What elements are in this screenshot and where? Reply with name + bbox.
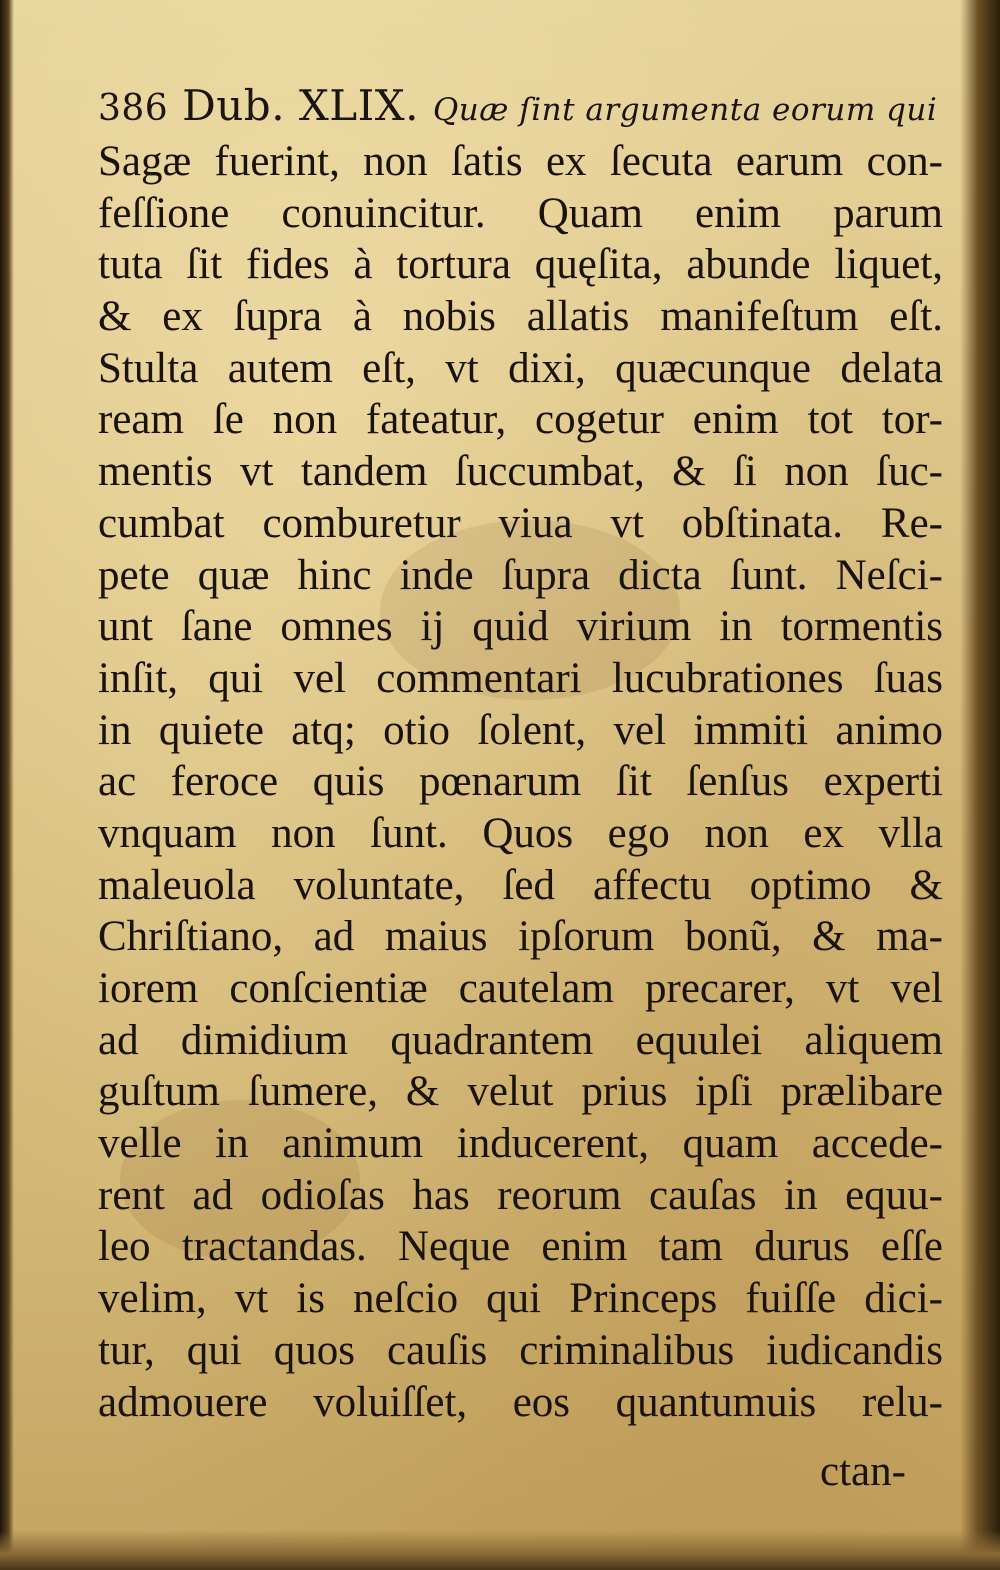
text-line: maleuola voluntate, ſed affectu optimo & [98, 861, 943, 909]
text-line: velim, vt is neſcio qui Princeps fuiſſe dici- [98, 1275, 943, 1323]
text-line: inſit, qui vel commentari lucubrationes ſuas [98, 654, 943, 702]
text-line: mentis vt tandem ſuccumbat, & ſi non ſuc- [98, 448, 943, 496]
text-line: rent ad odioſas has reorum cauſas in equu- [98, 1171, 943, 1219]
text-line: admouere voluiſſet, eos quantumuis relu- [98, 1378, 943, 1426]
text-line: tuta ſit fides à tortura quęſita, abunde liquet, [98, 241, 943, 289]
text-line: & ex ſupra à nobis allatis manifeſtum eſt. [98, 293, 943, 341]
page-edge-right [960, 0, 1000, 1570]
text-line: unt ſane omnes ij quid virium in tormentis [98, 603, 943, 651]
catchword: ctan- [820, 1448, 906, 1495]
text-line: pete quæ hinc inde ſupra dicta ſunt. Neſci- [98, 551, 943, 599]
text-line: iorem conſcientiæ cautelam precarer, vt vel [98, 965, 943, 1012]
text-line: vnquam non ſunt. Quos ego non ex vlla [98, 809, 943, 857]
page-edge-bottom [0, 1530, 1000, 1570]
text-line: ream ſe non fateatur, cogetur enim tot tor- [98, 396, 943, 444]
text-line: ac feroce quis pœnarum ſit ſenſus experti [98, 758, 943, 806]
text-line: Sagæ fuerint, non ſatis ex ſecuta earum con- [98, 138, 943, 185]
text-line: ad dimidium quadrantem equulei aliquem [98, 1016, 943, 1064]
text-line: in quiete atq; otio ſolent, vel immiti animo [98, 706, 943, 754]
text-line: leo tractandas. Neque enim tam durus eſſe [98, 1223, 943, 1271]
text-line: Stulta autem eſt, vt dixi, quæcunque delata [98, 344, 943, 392]
text-line: cumbat comburetur viua vt obſtinata. Re- [98, 499, 943, 547]
page-number: 386 [98, 88, 169, 129]
text-line: feſſione conuincitur. Quam enim parum [98, 189, 943, 237]
text-line: velle in animum inducerent, quam accede- [98, 1120, 943, 1168]
running-head [98, 76, 938, 136]
running-title: Quæ ſint argumenta eorum qui [432, 92, 938, 128]
text-line: guſtum ſumere, & velut prius ipſi prælibare [98, 1068, 943, 1116]
text-line: Chriſtiano, ad maius ipſorum bonũ, & ma- [98, 913, 943, 961]
binding-edge-left [0, 0, 14, 1570]
text-line: tur, qui quos cauſis criminalibus iudicandis [98, 1326, 943, 1374]
section-label: Dub. XLIX. [182, 81, 420, 130]
body-text [98, 136, 943, 1428]
